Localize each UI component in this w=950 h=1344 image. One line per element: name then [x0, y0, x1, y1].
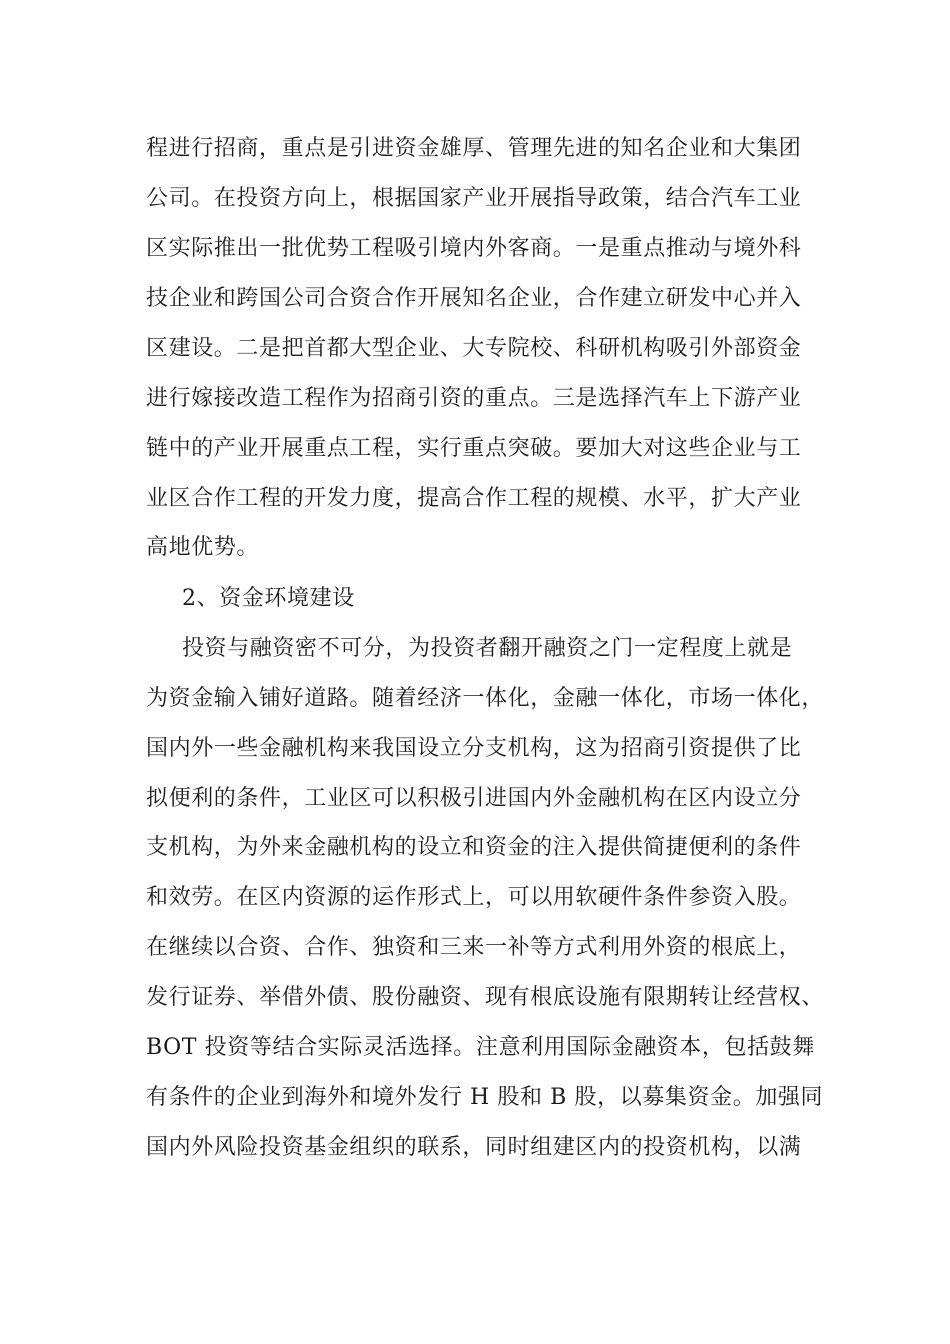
paragraph-line: 拟便利的条件，工业区可以积极引进国内外金融机构在区内设立分 — [146, 786, 802, 811]
paragraph-line: 进行嫁接改造工程作为招商引资的重点。三是选择汽车上下游产业 — [146, 386, 802, 411]
paragraph-line: 国内外风险投资基金组织的联系，同时组建区内的投资机构，以满 — [146, 1135, 802, 1160]
paragraph-line: 技企业和跨国公司合资合作开展知名企业，合作建立研发中心并入 — [146, 286, 802, 311]
paragraph-line: 区建设。二是把首都大型企业、大专院校、科研机构吸引外部资金 — [146, 336, 802, 361]
paragraph-line: 公司。在投资方向上，根据国家产业开展指导政策，结合汽车工业 — [146, 186, 802, 211]
paragraph-line: 程进行招商，重点是引进资金雄厚、管理先进的知名企业和大集团 — [146, 136, 802, 161]
paragraph-line: 投资与融资密不可分，为投资者翻开融资之门一定程度上就是 — [182, 636, 793, 661]
paragraph-line: 国内外一些金融机构来我国设立分支机构，这为招商引资提供了比 — [146, 736, 802, 761]
paragraph-line: 高地优势。 — [146, 535, 260, 560]
paragraph-line: 在继续以合资、合作、独资和三来一补等方式利用外资的根底上， — [146, 935, 802, 960]
paragraph-line: 发行证券、举借外债、股份融资、现有根底设施有限期转让经营权、 — [146, 985, 825, 1010]
paragraph-line: 区实际推出一批优势工程吸引境内外客商。一是重点推动与境外科 — [146, 236, 802, 261]
paragraph-line: 业区合作工程的开发力度，提高合作工程的规模、水平，扩大产业 — [146, 486, 802, 511]
paragraph-line: 和效劳。在区内资源的运作形式上，可以用软硬件条件参资入股。 — [146, 885, 802, 910]
paragraph-line: BOT 投资等结合实际灵活选择。注意利用国际金融资本，包括鼓舞 — [146, 1035, 815, 1060]
paragraph-line: 支机构，为外来金融机构的设立和资金的注入提供简捷便利的条件 — [146, 835, 802, 860]
paragraph-line: 有条件的企业到海外和境外发行 H 股和 B 股，以募集资金。加强同 — [146, 1085, 824, 1110]
section-heading: 2、资金环境建设 — [182, 586, 355, 611]
paragraph-line: 为资金输入铺好道路。随着经济一体化，金融一体化，市场一体化， — [146, 686, 825, 711]
paragraph-line: 链中的产业开展重点工程，实行重点突破。要加大对这些企业与工 — [146, 436, 802, 461]
